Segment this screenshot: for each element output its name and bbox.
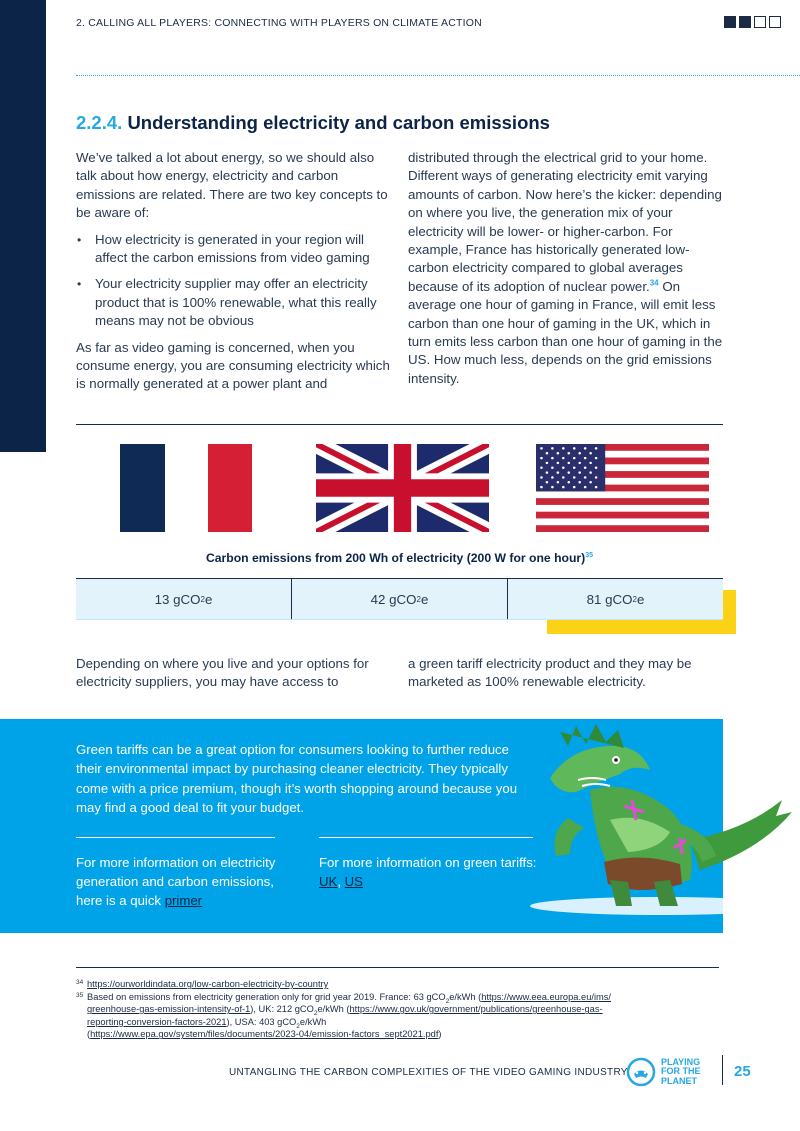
crocodile-mascot-icon [520,720,800,926]
side-accent-bar [0,0,46,452]
flag-uk-icon [316,444,489,532]
emissions-table-row [76,578,723,620]
body-column-right [408,149,726,396]
progress-square-filled [724,16,736,28]
generation-paragraph [408,149,726,388]
body-column-left-lower [76,655,376,700]
emissions-cell-usa: 81 gCO 2 e [507,579,723,619]
progress-square-filled [739,16,751,28]
callout-divider [76,837,275,838]
flag-france-icon [120,444,293,532]
footnote-34: 34 https://ourworldindata.org/low-carbon-electricity-by-country [76,979,329,989]
footer-report-title: UNTANGLING THE CARBON COMPLEXITIES OF THE VIDEO GAMING INDUSTRY [229,1067,628,1078]
emissions-cell-uk: 42 gCO 2 e [291,579,507,619]
footnote-35-epa-link[interactable]: https://www.epa.gov/system/files/documents/2023-04/emission-factors_sept2021.pdf [90,1029,439,1040]
footnote-34-link[interactable]: https://ourworldindata.org/low-carbon-electricity-by-country [87,979,329,989]
callout-text: Green tariffs can be a great option for consumers looking to further reduce their environmental impact by purchasing cleaner electricity. They typically come with a price premium, though it’s worth shopping around because you may find a good deal to fit your budget. [76,742,518,815]
table-top-rule [76,424,723,425]
emissions-cell-france: 13 gCO 2 e [154,591,213,607]
footnote-35-eea-link[interactable]: https://www.eea.europa.eu/ims/ greenhouse-gas-emission-intensity-of-1 [87,991,611,1015]
primer-link[interactable]: primer [164,893,203,908]
logo-wordmark: PLAYING FOR THE PLANET [661,1057,701,1086]
uk-tariff-link[interactable]: UK [319,874,338,889]
header-divider [76,75,800,76]
intro-paragraph: We’ve talked a lot about energy, so we should also talk about how energy, electricity and carbon emissions are related. There are two key concepts to be aware of: [76,150,388,221]
footnote-ref-35[interactable]: 35 [585,551,594,559]
footer-divider [722,1055,723,1085]
us-tariff-link[interactable]: US [344,874,363,889]
gaming-paragraph: As far as video gaming is concerned, when you consume energy, you are consuming electricity which is normally generated at a power plant and [76,339,390,392]
section-number: 2.2.4. [76,112,123,133]
progress-square-empty [754,16,766,28]
playing-for-the-planet-logo [626,1057,701,1087]
generation-text: distributed through the electrical grid to your home. Different ways of generating electricity emit varying amounts of carbon. Now here’s the kicker: depending on where you live, the generation mix of your electricity will be lower- or higher-carbon. For example, France has historically generated low-carbon electricity compared to global averages because of its adoption of nuclear power. [408,150,722,294]
list-item: • Your electricity supplier may offer an electricity product that is 100% renewable, what this really means may not be obvious [76,275,390,330]
callout-info-tariffs: For more information on green tariffs: UK, US [319,855,537,889]
caption-text: Carbon emissions from 200 Wh of electricity (200 W for one hour) [205,551,586,565]
running-head: 2. CALLING ALL PLAYERS: CONNECTING WITH PLAYERS ON CLIMATE ACTION [76,17,482,29]
footnote-35-gov-uk-link[interactable]: https://www.gov.uk/government/publications/greenhouse-gas- reporting-conversion-factors-2021 [87,1004,603,1027]
chapter-progress-indicator [724,16,781,28]
comparison-text: On average one hour of gaming in France, will emit less carbon than one hour of gaming in the UK, which in turn emits less carbon than one hour of gaming in the US. How much less, depends on the grid emissions intensity. [408,278,723,386]
footnote-ref-34[interactable]: 34 [649,278,659,288]
footnote-35: 35 Based on emissions from electricity generation only for grid year 2019. France: 63 gCO$_2$e/kWh (https://www.eea.europa.eu/ims/ greenhouse-gas-emission-intensity-of-1), UK: 212 gCO$_2$e/kWh (https://www.gov.uk/government/publications/greenhouse-gas- reporting-conversion-factors-2021), USA: 403 gCO$_2$e/kWh (https://www.epa.gov/system/files/documents/2023-04/emission-factors_sept2021.pdf) [76,991,611,1040]
footnotes [76,978,726,1041]
list-item: • How electricity is generated in your region will affect the carbon emissions from video gaming [76,231,390,268]
callout-divider [319,837,533,838]
concept-list [76,231,390,331]
flag-usa-icon [536,444,709,532]
progress-square-empty [769,16,781,28]
globe-controller-icon [626,1057,656,1087]
page-number: 25 [734,1063,751,1080]
body-column-right-lower [408,655,720,700]
body-column-left [76,149,390,402]
section-title: Understanding electricity and carbon emissions [127,112,550,133]
emissions-table-caption [76,551,723,565]
supplier-paragraph: Depending on where you live and your options for electricity suppliers, you may have access to [76,656,369,690]
callout-info-primer: For more information on electricity generation and carbon emissions, here is a quick primer [76,855,276,908]
section-heading [76,112,550,134]
green-tariff-paragraph: a green tariff electricity product and they may be marketed as 100% renewable electricity. [408,656,692,690]
footnotes-divider [76,967,719,968]
